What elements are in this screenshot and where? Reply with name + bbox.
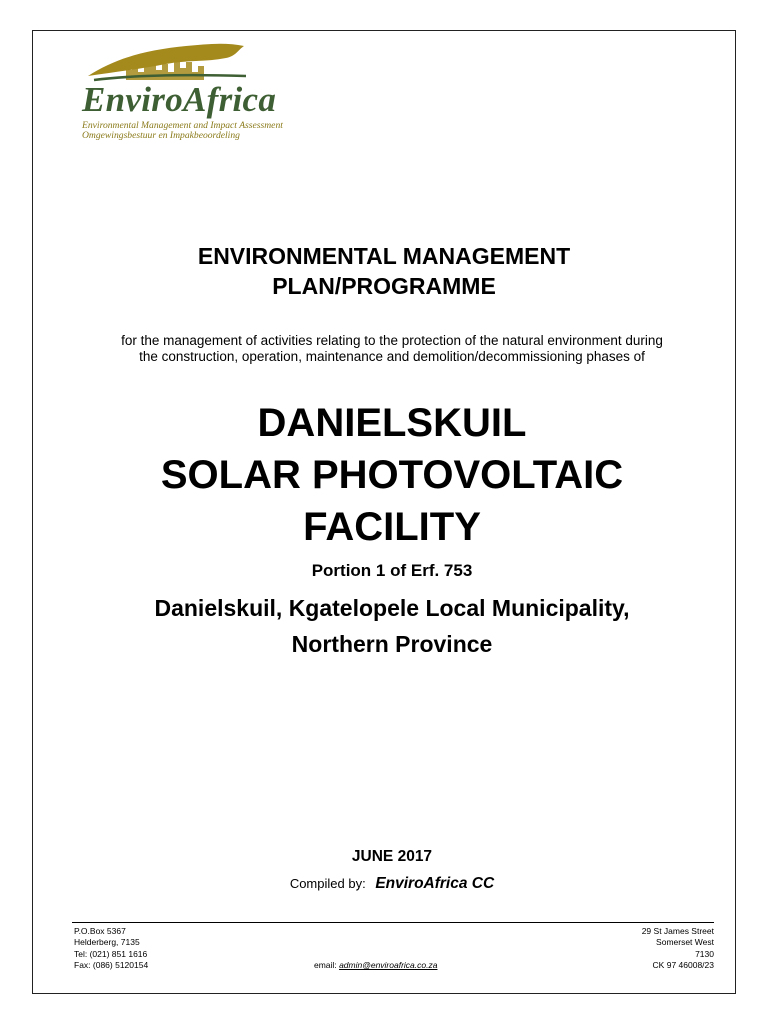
footer-fax: Fax: (086) 5120154 bbox=[74, 960, 149, 971]
footer-postal-town: Helderberg, 7135 bbox=[74, 937, 140, 948]
title-line-2: PLAN/PROGRAMME bbox=[272, 273, 496, 299]
compiled-by bbox=[0, 875, 768, 893]
footer-street: 29 St James Street bbox=[641, 926, 714, 936]
project-location bbox=[0, 590, 768, 662]
logo-wordmark: EnviroAfrica bbox=[82, 80, 277, 119]
project-name bbox=[0, 397, 768, 553]
footer-tel: Tel: (021) 851 1616 bbox=[74, 948, 148, 959]
document-title bbox=[0, 241, 768, 301]
footer-divider bbox=[72, 922, 714, 923]
project-line-3: FACILITY bbox=[303, 505, 481, 549]
leaf-skyline-icon bbox=[86, 36, 256, 84]
subtitle-line-1: for the management of activities relating to the protection of the natural environment during bbox=[121, 333, 663, 348]
compiled-by-label: Compiled by: bbox=[289, 876, 366, 891]
title-line-1: ENVIRONMENTAL MANAGEMENT bbox=[197, 243, 571, 269]
erf-portion: Portion 1 of Erf. 753 bbox=[311, 561, 473, 580]
location-line-2: Northern Province bbox=[291, 631, 493, 657]
footer-postal-address bbox=[74, 926, 148, 972]
document-date: JUNE 2017 bbox=[351, 848, 433, 865]
project-line-1: DANIELSKUIL bbox=[257, 401, 527, 445]
footer-email-link[interactable]: admin@enviroafrica.co.za bbox=[339, 960, 438, 970]
footer-registration: CK 97 46008/23 bbox=[652, 960, 714, 971]
footer-street-address bbox=[642, 926, 714, 972]
logo-tagline-english: Environmental Management and Impact Assessment bbox=[82, 120, 283, 131]
enviroafrica-logo bbox=[80, 36, 350, 146]
subtitle-line-2: the construction, operation, maintenance and demolition/decommissioning phases of bbox=[139, 349, 645, 364]
compiled-by-company: EnviroAfrica CC bbox=[375, 875, 495, 892]
footer-po-box: P.O.Box 5367 bbox=[74, 926, 126, 936]
footer-suburb: Somerset West bbox=[656, 937, 714, 948]
project-line-2: SOLAR PHOTOVOLTAIC bbox=[160, 453, 624, 497]
location-line-1: Danielskuil, Kgatelopele Local Municipality, bbox=[154, 595, 630, 621]
footer-postcode: 7130 bbox=[695, 948, 714, 959]
document-subtitle bbox=[0, 333, 768, 365]
logo-tagline-afrikaans: Omgewingsbestuur en Impakbeoordeling bbox=[82, 130, 240, 141]
footer-email bbox=[314, 960, 437, 970]
footer-email-label: email: bbox=[314, 960, 337, 970]
